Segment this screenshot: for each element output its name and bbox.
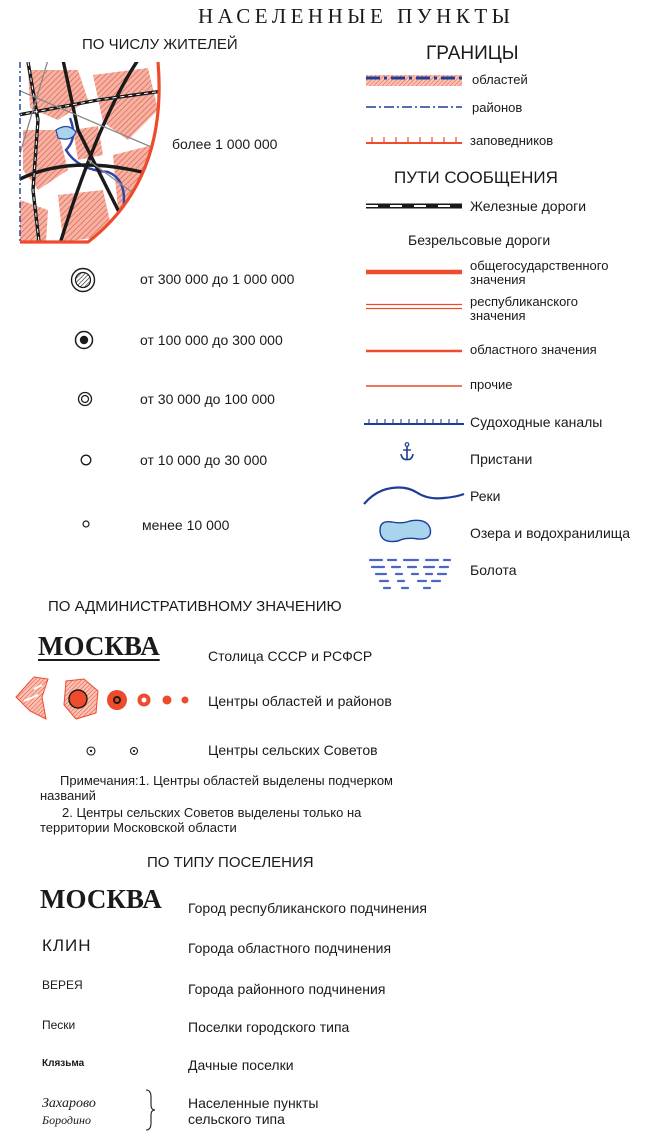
road-label-regional: областного значения [470, 342, 597, 357]
swamps-label: Болота [470, 562, 517, 578]
settlement-label-2: Города областного подчинения [188, 940, 392, 956]
road-label-federal-2: значения [470, 271, 526, 287]
capital-sample: МОСКВА [38, 631, 160, 661]
settlement-label-1: Город республиканского подчинения [188, 900, 427, 916]
railways-label: Железные дороги [470, 198, 587, 214]
border-label-reserves: заповедников [470, 133, 554, 148]
double-circle-icon [77, 391, 93, 407]
rural-sample-1: Захарово [42, 1096, 96, 1111]
page-title: НАСЕЛЕННЫЕ ПУНКТЫ [198, 4, 515, 28]
population-label-1: более 1 000 000 [172, 136, 278, 152]
settlement-sample-1: МОСКВА [40, 884, 162, 914]
village-label: Центры сельских Советов [208, 742, 378, 758]
note-line-1: Примечания:1. Центры областей выделены подчерком [60, 773, 393, 788]
capital-label: Столица СССР и РСФСР [208, 648, 373, 664]
canal-icon [364, 414, 464, 428]
rural-sample-2: Бородино [42, 1113, 91, 1127]
river-icon [364, 482, 464, 508]
road-label-federal [470, 259, 608, 286]
centers-label: Центры областей и районов [208, 693, 392, 709]
settlement-label-4: Поселки городского типа [188, 1019, 350, 1035]
border-label-regions: областей [472, 72, 528, 87]
road-label-federal-1: общегосударственного [470, 258, 609, 273]
settlement-label-3: Города районного подчинения [188, 981, 386, 997]
note-line-3: 2. Центры сельских Советов выделены только на [62, 805, 362, 820]
rural-label-1: Населенные пункты [188, 1095, 319, 1111]
settlement-label-5: Дачные поселки [188, 1057, 294, 1073]
roads-heading: Безрельсовые дороги [408, 232, 551, 248]
admin-heading: ПО АДМИНИСТРАТИВНОМУ ЗНАЧЕНИЮ [48, 598, 342, 615]
settlement-sample-3: ВЕРЕЯ [42, 978, 83, 992]
regional-center-symbols-icon [14, 675, 194, 721]
settlement-sample-5: Клязьма [42, 1058, 85, 1069]
settlement-sample-2: КЛИН [42, 936, 92, 955]
railway-icon [366, 201, 462, 211]
dot-in-circle-icon [74, 330, 94, 350]
regional-road-icon [366, 348, 462, 354]
border-label-districts: районов [472, 100, 523, 115]
small-circle-icon [80, 454, 92, 466]
anchor-icon [399, 442, 415, 462]
population-label-5: от 10 000 до 30 000 [140, 452, 268, 468]
lake-icon [376, 518, 436, 544]
settlement-sample-4: Пески [42, 1018, 76, 1032]
settlement-heading: ПО ТИПУ ПОСЕЛЕНИЯ [147, 854, 314, 871]
district-border-icon [366, 102, 462, 112]
reserve-border-icon [366, 134, 462, 148]
road-label-other: прочие [470, 377, 513, 392]
brace-icon [144, 1089, 156, 1131]
swamp-icon [368, 556, 452, 592]
population-label-4: от 30 000 до 100 000 [140, 391, 275, 407]
federal-road-icon [366, 268, 462, 276]
note-line-4: территории Московской области [40, 820, 237, 835]
city-plan-icon [18, 60, 170, 250]
rural-label-2: сельского типа [188, 1111, 285, 1128]
canals-label: Судоходные каналы [470, 414, 603, 430]
population-label-2: от 300 000 до 1 000 000 [140, 271, 295, 287]
republic-road-icon [366, 303, 462, 311]
rivers-label: Реки [470, 488, 501, 504]
rural-label [188, 1095, 318, 1127]
road-label-republic [470, 295, 578, 322]
village-council-symbols-icon [86, 746, 150, 756]
transport-heading: ПУТИ СООБЩЕНИЯ [394, 168, 558, 187]
population-label-6: менее 10 000 [142, 517, 230, 533]
tiny-circle-icon [82, 520, 90, 528]
lakes-label: Озера и водохранилища [470, 525, 631, 541]
road-label-republic-1: республиканского [470, 294, 578, 309]
other-road-icon [366, 383, 462, 389]
population-heading: ПО ЧИСЛУ ЖИТЕЛЕЙ [82, 36, 238, 53]
road-label-republic-2: значения [470, 307, 526, 323]
region-border-icon [366, 72, 462, 88]
population-label-3: от 100 000 до 300 000 [140, 332, 283, 348]
borders-heading: ГРАНИЦЫ [426, 43, 519, 64]
note-line-2: названий [40, 788, 96, 803]
piers-label: Пристани [470, 451, 533, 467]
large-hatched-circle-icon [70, 267, 96, 293]
